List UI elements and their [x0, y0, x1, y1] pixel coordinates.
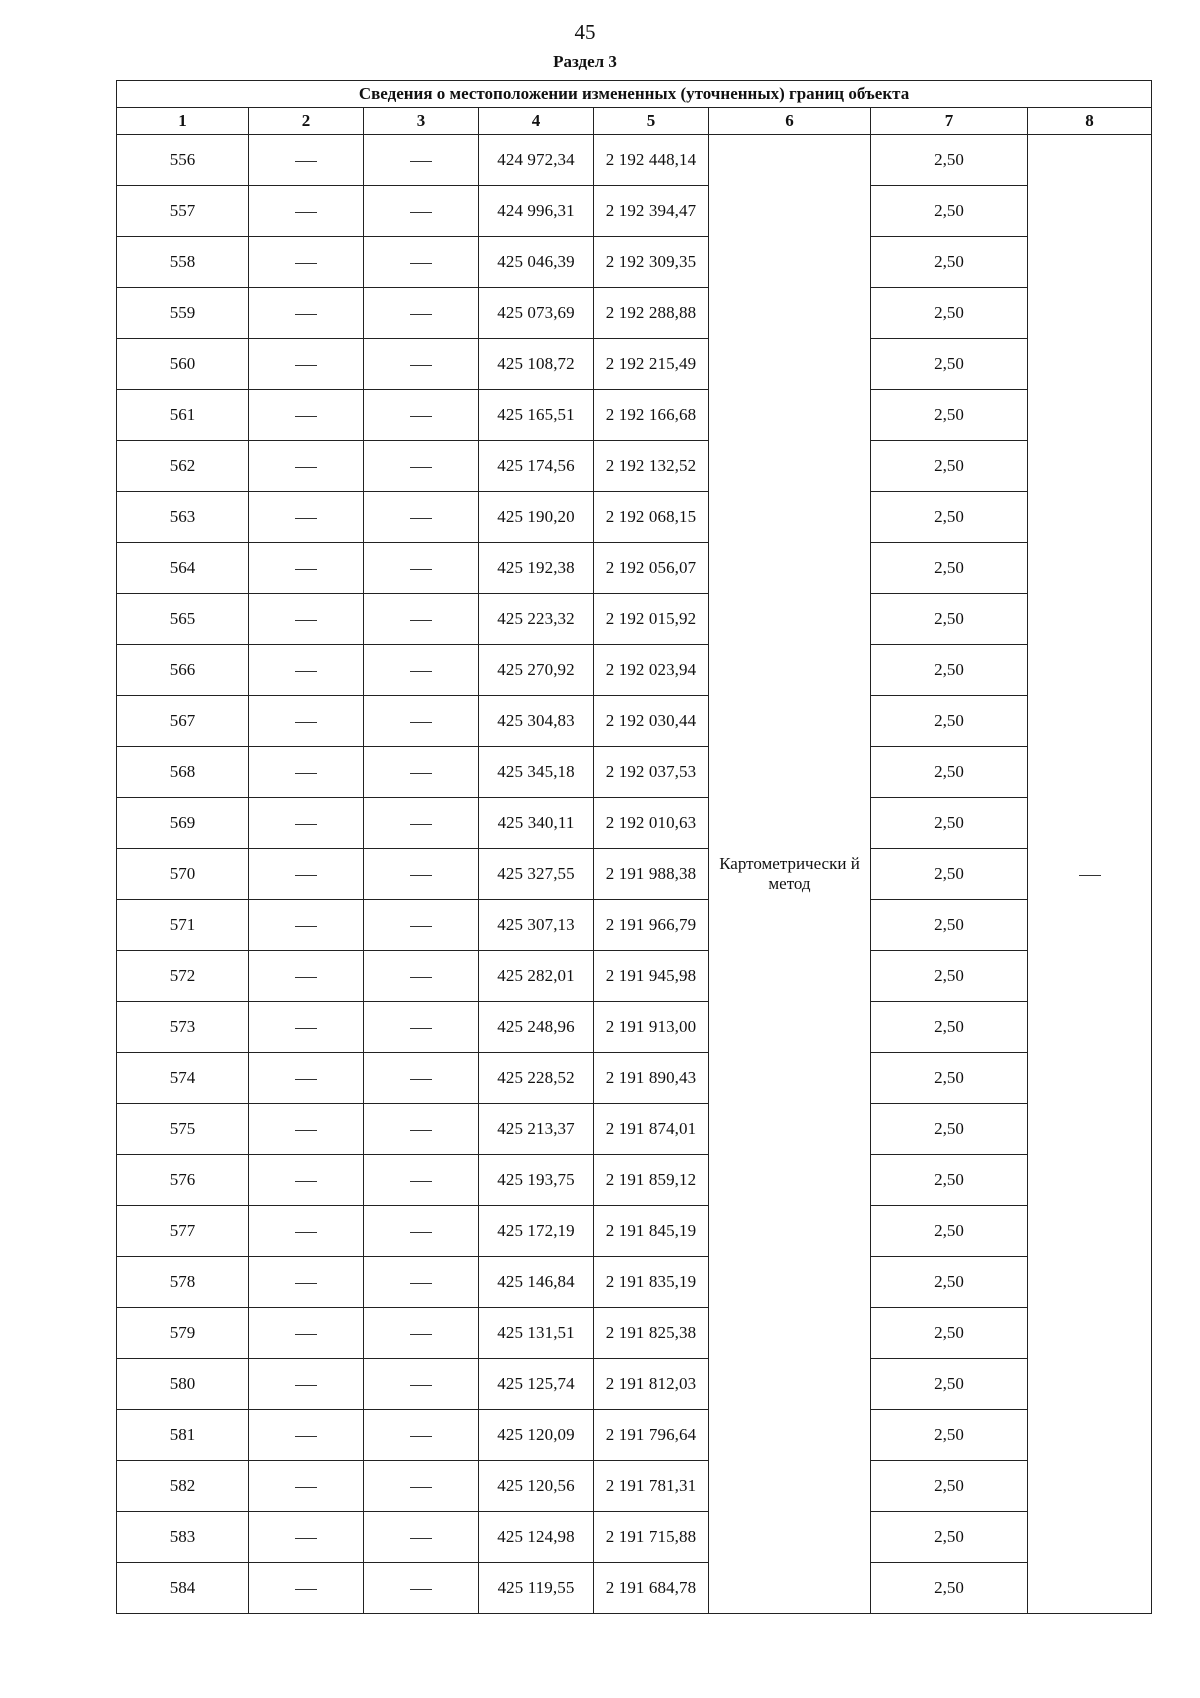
point-number-cell: 567: [117, 696, 249, 747]
table-row: [117, 1410, 1152, 1461]
column-3-cell: [364, 339, 479, 390]
table-row: [117, 1155, 1152, 1206]
column-2-cell: [249, 237, 364, 288]
accuracy-cell: 2,50: [871, 1155, 1028, 1206]
table-caption: Сведения о местоположении измененных (уточненных) границ объекта: [117, 81, 1152, 108]
column-2-cell: [249, 747, 364, 798]
table-row: [117, 1563, 1152, 1614]
dash-mark: [410, 365, 432, 366]
column-2-cell: [249, 441, 364, 492]
table-row: [117, 645, 1152, 696]
point-number-cell: 578: [117, 1257, 249, 1308]
x-coordinate-cell: 425 228,52: [479, 1053, 594, 1104]
dash-mark: [295, 416, 317, 417]
column-header: 6: [709, 108, 871, 135]
y-coordinate-cell: 2 192 215,49: [594, 339, 709, 390]
y-coordinate-cell: 2 191 796,64: [594, 1410, 709, 1461]
column-3-cell: [364, 135, 479, 186]
column-header: 7: [871, 108, 1028, 135]
y-coordinate-cell: 2 191 684,78: [594, 1563, 709, 1614]
dash-mark: [410, 1028, 432, 1029]
accuracy-cell: 2,50: [871, 1461, 1028, 1512]
point-number-cell: 573: [117, 1002, 249, 1053]
x-coordinate-cell: 425 174,56: [479, 441, 594, 492]
dash-mark: [410, 161, 432, 162]
dash-mark: [295, 1028, 317, 1029]
table-row: [117, 1461, 1152, 1512]
column-3-cell: [364, 1155, 479, 1206]
x-coordinate-cell: 425 270,92: [479, 645, 594, 696]
accuracy-cell: 2,50: [871, 390, 1028, 441]
dash-mark: [295, 671, 317, 672]
column-3-cell: [364, 1053, 479, 1104]
accuracy-cell: 2,50: [871, 543, 1028, 594]
column-2-cell: [249, 492, 364, 543]
y-coordinate-cell: 2 191 715,88: [594, 1512, 709, 1563]
x-coordinate-cell: 425 192,38: [479, 543, 594, 594]
table-row: [117, 1359, 1152, 1410]
dash-mark: [295, 1589, 317, 1590]
point-number-cell: 581: [117, 1410, 249, 1461]
y-coordinate-cell: 2 192 288,88: [594, 288, 709, 339]
accuracy-cell: 2,50: [871, 1410, 1028, 1461]
y-coordinate-cell: 2 192 023,94: [594, 645, 709, 696]
dash-mark: [410, 722, 432, 723]
accuracy-cell: 2,50: [871, 1257, 1028, 1308]
y-coordinate-cell: 2 192 030,44: [594, 696, 709, 747]
table-row: [117, 951, 1152, 1002]
x-coordinate-cell: 425 345,18: [479, 747, 594, 798]
table-row: [117, 1053, 1152, 1104]
column-2-cell: [249, 1206, 364, 1257]
column-3-cell: [364, 186, 479, 237]
dash-mark: [295, 467, 317, 468]
dash-mark: [295, 1181, 317, 1182]
x-coordinate-cell: 425 120,56: [479, 1461, 594, 1512]
y-coordinate-cell: 2 192 037,53: [594, 747, 709, 798]
dash-mark: [295, 773, 317, 774]
column-3-cell: [364, 900, 479, 951]
y-coordinate-cell: 2 191 835,19: [594, 1257, 709, 1308]
point-number-cell: 569: [117, 798, 249, 849]
column-3-cell: [364, 1512, 479, 1563]
y-coordinate-cell: 2 191 812,03: [594, 1359, 709, 1410]
dash-mark: [295, 1232, 317, 1233]
column-2-cell: [249, 1104, 364, 1155]
accuracy-cell: 2,50: [871, 849, 1028, 900]
column-3-cell: [364, 1104, 479, 1155]
point-number-cell: 558: [117, 237, 249, 288]
column-3-cell: [364, 441, 479, 492]
dash-mark: [410, 314, 432, 315]
x-coordinate-cell: 424 996,31: [479, 186, 594, 237]
y-coordinate-cell: 2 191 945,98: [594, 951, 709, 1002]
dash-mark: [295, 824, 317, 825]
column-2-cell: [249, 1410, 364, 1461]
column-3-cell: [364, 1206, 479, 1257]
dash-mark: [295, 569, 317, 570]
dash-mark: [410, 1232, 432, 1233]
point-number-cell: 574: [117, 1053, 249, 1104]
dash-mark: [410, 1130, 432, 1131]
table-row: [117, 543, 1152, 594]
x-coordinate-cell: 425 193,75: [479, 1155, 594, 1206]
point-number-cell: 561: [117, 390, 249, 441]
dash-mark: [295, 1079, 317, 1080]
column-3-cell: [364, 492, 479, 543]
y-coordinate-cell: 2 192 015,92: [594, 594, 709, 645]
dash-mark: [295, 722, 317, 723]
dash-mark: [295, 1385, 317, 1386]
x-coordinate-cell: 425 172,19: [479, 1206, 594, 1257]
point-number-cell: 557: [117, 186, 249, 237]
y-coordinate-cell: 2 192 394,47: [594, 186, 709, 237]
table-row: [117, 492, 1152, 543]
y-coordinate-cell: 2 192 068,15: [594, 492, 709, 543]
dash-mark: [295, 263, 317, 264]
dash-mark: [410, 467, 432, 468]
column-header: 8: [1028, 108, 1152, 135]
column-2-cell: [249, 1512, 364, 1563]
column-2-cell: [249, 1257, 364, 1308]
dash-mark: [295, 977, 317, 978]
table-row: [117, 339, 1152, 390]
accuracy-cell: 2,50: [871, 1359, 1028, 1410]
column-header: 2: [249, 108, 364, 135]
point-number-cell: 560: [117, 339, 249, 390]
accuracy-cell: 2,50: [871, 492, 1028, 543]
column-header: 4: [479, 108, 594, 135]
table-row: [117, 390, 1152, 441]
y-coordinate-cell: 2 192 010,63: [594, 798, 709, 849]
point-number-cell: 582: [117, 1461, 249, 1512]
point-number-cell: 556: [117, 135, 249, 186]
dash-mark: [1079, 875, 1101, 876]
dash-mark: [295, 620, 317, 621]
table-row: [117, 288, 1152, 339]
dash-mark: [295, 314, 317, 315]
column-3-cell: [364, 798, 479, 849]
point-number-cell: 577: [117, 1206, 249, 1257]
column-3-cell: [364, 951, 479, 1002]
column-3-cell: [364, 390, 479, 441]
table-row: [117, 1104, 1152, 1155]
column-header: 5: [594, 108, 709, 135]
dash-mark: [295, 365, 317, 366]
dash-mark: [410, 1181, 432, 1182]
point-number-cell: 584: [117, 1563, 249, 1614]
point-number-cell: 575: [117, 1104, 249, 1155]
table-row: [117, 1308, 1152, 1359]
x-coordinate-cell: 425 223,32: [479, 594, 594, 645]
column-2-cell: [249, 645, 364, 696]
x-coordinate-cell: 425 304,83: [479, 696, 594, 747]
column-2-cell: [249, 1155, 364, 1206]
accuracy-cell: 2,50: [871, 645, 1028, 696]
column-3-cell: [364, 696, 479, 747]
x-coordinate-cell: 425 165,51: [479, 390, 594, 441]
accuracy-cell: 2,50: [871, 135, 1028, 186]
dash-mark: [410, 1283, 432, 1284]
dash-mark: [410, 416, 432, 417]
column-2-cell: [249, 288, 364, 339]
x-coordinate-cell: 425 124,98: [479, 1512, 594, 1563]
x-coordinate-cell: 425 146,84: [479, 1257, 594, 1308]
accuracy-cell: 2,50: [871, 696, 1028, 747]
column-3-cell: [364, 747, 479, 798]
point-number-cell: 563: [117, 492, 249, 543]
accuracy-cell: 2,50: [871, 1053, 1028, 1104]
point-number-cell: 576: [117, 1155, 249, 1206]
dash-mark: [410, 824, 432, 825]
dash-mark: [295, 1334, 317, 1335]
dash-mark: [295, 1283, 317, 1284]
dash-mark: [410, 1436, 432, 1437]
column-2-cell: [249, 951, 364, 1002]
column-2-cell: [249, 900, 364, 951]
column-3-cell: [364, 288, 479, 339]
dash-mark: [295, 161, 317, 162]
table-row: [117, 594, 1152, 645]
dash-mark: [410, 620, 432, 621]
column-3-cell: [364, 1563, 479, 1614]
column-3-cell: [364, 1461, 479, 1512]
point-number-cell: 571: [117, 900, 249, 951]
column-2-cell: [249, 1461, 364, 1512]
point-number-cell: 564: [117, 543, 249, 594]
accuracy-cell: 2,50: [871, 594, 1028, 645]
table-row: [117, 1002, 1152, 1053]
accuracy-cell: 2,50: [871, 951, 1028, 1002]
column-3-cell: [364, 645, 479, 696]
method-cell: Картометрически й метод: [709, 135, 871, 1614]
x-coordinate-cell: 425 282,01: [479, 951, 594, 1002]
x-coordinate-cell: 425 119,55: [479, 1563, 594, 1614]
dash-mark: [410, 1079, 432, 1080]
column-2-cell: [249, 186, 364, 237]
point-number-cell: 579: [117, 1308, 249, 1359]
dash-mark: [295, 212, 317, 213]
section-title: Раздел 3: [553, 52, 617, 71]
y-coordinate-cell: 2 191 845,19: [594, 1206, 709, 1257]
dash-mark: [410, 977, 432, 978]
column-2-cell: [249, 543, 364, 594]
column-3-cell: [364, 1002, 479, 1053]
accuracy-cell: 2,50: [871, 1104, 1028, 1155]
column-2-cell: [249, 339, 364, 390]
point-number-cell: 568: [117, 747, 249, 798]
column-2-cell: [249, 390, 364, 441]
table-row: [117, 186, 1152, 237]
table-row: [117, 849, 1152, 900]
point-number-cell: 562: [117, 441, 249, 492]
x-coordinate-cell: 425 340,11: [479, 798, 594, 849]
x-coordinate-cell: 425 190,20: [479, 492, 594, 543]
y-coordinate-cell: 2 191 890,43: [594, 1053, 709, 1104]
column-header: 3: [364, 108, 479, 135]
y-coordinate-cell: 2 192 056,07: [594, 543, 709, 594]
x-coordinate-cell: 425 327,55: [479, 849, 594, 900]
point-number-cell: 583: [117, 1512, 249, 1563]
x-coordinate-cell: 424 972,34: [479, 135, 594, 186]
accuracy-cell: 2,50: [871, 237, 1028, 288]
dash-mark: [410, 263, 432, 264]
x-coordinate-cell: 425 108,72: [479, 339, 594, 390]
column-2-cell: [249, 798, 364, 849]
accuracy-cell: 2,50: [871, 1563, 1028, 1614]
column-3-cell: [364, 849, 479, 900]
point-number-cell: 580: [117, 1359, 249, 1410]
y-coordinate-cell: 2 191 874,01: [594, 1104, 709, 1155]
dash-mark: [410, 212, 432, 213]
table-row: [117, 1512, 1152, 1563]
x-coordinate-cell: 425 131,51: [479, 1308, 594, 1359]
column-3-cell: [364, 1359, 479, 1410]
y-coordinate-cell: 2 192 132,52: [594, 441, 709, 492]
x-coordinate-cell: 425 213,37: [479, 1104, 594, 1155]
dash-mark: [295, 926, 317, 927]
column-2-cell: [249, 1053, 364, 1104]
column-3-cell: [364, 1308, 479, 1359]
accuracy-cell: 2,50: [871, 339, 1028, 390]
accuracy-cell: 2,50: [871, 747, 1028, 798]
table-row: [117, 1206, 1152, 1257]
accuracy-cell: 2,50: [871, 1002, 1028, 1053]
column-3-cell: [364, 1410, 479, 1461]
page-number: 45: [574, 20, 596, 44]
y-coordinate-cell: 2 191 859,12: [594, 1155, 709, 1206]
table-row: [117, 696, 1152, 747]
dash-mark: [410, 875, 432, 876]
column-2-cell: [249, 696, 364, 747]
dash-mark: [410, 773, 432, 774]
dash-mark: [295, 1130, 317, 1131]
accuracy-cell: 2,50: [871, 441, 1028, 492]
dash-mark: [410, 518, 432, 519]
dash-mark: [295, 1538, 317, 1539]
y-coordinate-cell: 2 191 988,38: [594, 849, 709, 900]
dash-mark: [410, 1385, 432, 1386]
y-coordinate-cell: 2 192 166,68: [594, 390, 709, 441]
x-coordinate-cell: 425 248,96: [479, 1002, 594, 1053]
y-coordinate-cell: 2 192 448,14: [594, 135, 709, 186]
column-3-cell: [364, 594, 479, 645]
y-coordinate-cell: 2 191 966,79: [594, 900, 709, 951]
dash-mark: [410, 671, 432, 672]
dash-mark: [295, 518, 317, 519]
accuracy-cell: 2,50: [871, 1206, 1028, 1257]
table-row: [117, 441, 1152, 492]
table-row: [117, 900, 1152, 951]
column-2-cell: [249, 849, 364, 900]
accuracy-cell: 2,50: [871, 288, 1028, 339]
accuracy-cell: 2,50: [871, 1308, 1028, 1359]
dash-mark: [295, 1436, 317, 1437]
dash-mark: [410, 1487, 432, 1488]
column-2-cell: [249, 1308, 364, 1359]
y-coordinate-cell: 2 191 825,38: [594, 1308, 709, 1359]
column-2-cell: [249, 1002, 364, 1053]
accuracy-cell: 2,50: [871, 1512, 1028, 1563]
dash-mark: [410, 1589, 432, 1590]
table-row: [117, 798, 1152, 849]
accuracy-cell: 2,50: [871, 186, 1028, 237]
point-number-cell: 572: [117, 951, 249, 1002]
table-row: [117, 135, 1152, 186]
column-2-cell: [249, 135, 364, 186]
point-number-cell: 565: [117, 594, 249, 645]
x-coordinate-cell: 425 073,69: [479, 288, 594, 339]
column-header: 1: [117, 108, 249, 135]
dash-mark: [295, 1487, 317, 1488]
y-coordinate-cell: 2 191 913,00: [594, 1002, 709, 1053]
x-coordinate-cell: 425 307,13: [479, 900, 594, 951]
dash-mark: [410, 926, 432, 927]
point-number-cell: 566: [117, 645, 249, 696]
y-coordinate-cell: 2 192 309,35: [594, 237, 709, 288]
x-coordinate-cell: 425 125,74: [479, 1359, 594, 1410]
dash-mark: [295, 875, 317, 876]
column-3-cell: [364, 237, 479, 288]
x-coordinate-cell: 425 120,09: [479, 1410, 594, 1461]
table-row: [117, 747, 1152, 798]
column-2-cell: [249, 1563, 364, 1614]
column-2-cell: [249, 594, 364, 645]
column-3-cell: [364, 543, 479, 594]
dash-mark: [410, 1334, 432, 1335]
accuracy-cell: 2,50: [871, 798, 1028, 849]
table-row: [117, 237, 1152, 288]
column-8-cell: [1028, 135, 1152, 1614]
point-number-cell: 559: [117, 288, 249, 339]
accuracy-cell: 2,50: [871, 900, 1028, 951]
column-3-cell: [364, 1257, 479, 1308]
x-coordinate-cell: 425 046,39: [479, 237, 594, 288]
y-coordinate-cell: 2 191 781,31: [594, 1461, 709, 1512]
column-2-cell: [249, 1359, 364, 1410]
boundary-coordinates-table: [116, 80, 1152, 1614]
dash-mark: [410, 1538, 432, 1539]
table-row: [117, 1257, 1152, 1308]
dash-mark: [410, 569, 432, 570]
point-number-cell: 570: [117, 849, 249, 900]
